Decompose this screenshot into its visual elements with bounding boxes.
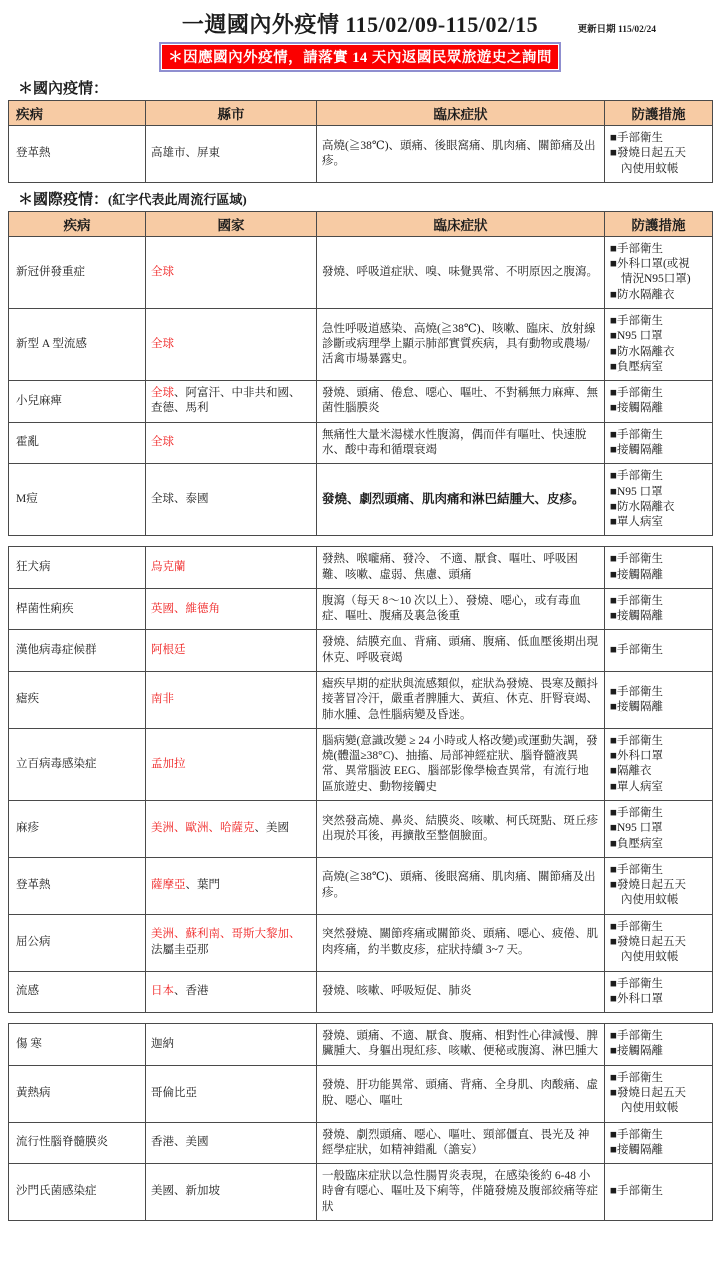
table-row bbox=[9, 857, 713, 914]
measure-item: ■防水隔離衣 bbox=[610, 345, 675, 358]
measure-item: ■手部衛生 bbox=[610, 734, 663, 747]
disease-cell: M痘 bbox=[9, 464, 146, 536]
region-text: 全球、泰國 bbox=[151, 493, 209, 506]
measure-item: ■手部衛生 bbox=[610, 977, 663, 990]
domestic-epidemic-table bbox=[8, 100, 713, 183]
symptoms-cell: 急性呼吸道感染、高燒(≧38℃)、咳嗽、臨床、放射線診斷或病理學上顯示肺部實質疾病，具有動物或農場/活禽市場暴露史。 bbox=[317, 308, 605, 380]
disease-cell: 霍亂 bbox=[9, 422, 146, 464]
region-cell bbox=[146, 672, 317, 729]
region-cell bbox=[146, 1122, 317, 1164]
measure-item: ■手部衛生 bbox=[610, 242, 663, 255]
measure-item: ■負壓病室 bbox=[610, 360, 663, 373]
symptoms-cell: 發燒、肝功能異常、頭痛、背痛、全身肌、肉酸痛、虛脫、噁心、嘔吐 bbox=[317, 1065, 605, 1122]
region-cell bbox=[146, 1164, 317, 1221]
disease-cell: 登革熱 bbox=[9, 126, 146, 183]
measures-cell bbox=[605, 464, 713, 536]
symptoms-cell: 發燒、咳嗽、呼吸短促、肺炎 bbox=[317, 971, 605, 1013]
column-header-measures: 防護措施 bbox=[605, 211, 713, 236]
measure-item: ■手部衛生 bbox=[610, 428, 663, 441]
table-row bbox=[9, 381, 713, 423]
measures-cell bbox=[605, 236, 713, 308]
region-text: 香港、美國 bbox=[151, 1136, 209, 1149]
table-row bbox=[9, 801, 713, 858]
measure-item: ■單人病室 bbox=[610, 516, 663, 529]
symptoms-cell: 發燒、劇烈頭痛、肌肉痛和淋巴結腫大、皮疹。 bbox=[317, 464, 605, 536]
table-row bbox=[9, 1122, 713, 1164]
region-text: 、香港 bbox=[174, 985, 209, 998]
report-header bbox=[0, 0, 720, 39]
measure-item: ■接觸隔離 bbox=[610, 700, 663, 713]
measure-item: ■接觸隔離 bbox=[610, 568, 663, 581]
region-cell bbox=[146, 630, 317, 672]
region-text: 、美國 bbox=[254, 822, 289, 835]
table-row bbox=[9, 126, 713, 183]
disease-cell: 傷 寒 bbox=[9, 1024, 146, 1066]
region-cell bbox=[146, 464, 317, 536]
table-row bbox=[9, 547, 713, 589]
region-text-epidemic: 烏克蘭 bbox=[151, 560, 186, 573]
region-text-epidemic: 美洲、蘇利南、哥斯大黎加、 bbox=[151, 928, 301, 941]
international-section-title bbox=[18, 188, 720, 209]
disease-cell: 流感 bbox=[9, 971, 146, 1013]
measure-item: ■外科口罩 bbox=[610, 992, 663, 1005]
region-text: 美國、新加坡 bbox=[151, 1185, 220, 1198]
measures-cell bbox=[605, 1024, 713, 1066]
table-row bbox=[9, 728, 713, 800]
symptoms-cell: 腹瀉（每天 8～10 次以上）、發燒、噁心，或有毒血症、嘔吐、腹痛及裏急後重 bbox=[317, 588, 605, 630]
measure-item: ■N95 口罩 bbox=[610, 822, 663, 835]
measure-item: ■手部衛生 bbox=[610, 644, 663, 657]
measure-item: ■手部衛生 bbox=[610, 685, 663, 698]
region-cell bbox=[146, 422, 317, 464]
region-text-epidemic: 日本 bbox=[151, 985, 174, 998]
symptoms-cell: 高燒(≧38℃)、頭痛、後眼窩痛、肌肉痛、關節痛及出疹。 bbox=[317, 857, 605, 914]
domestic-section-title: ＊國內疫情： bbox=[18, 81, 109, 97]
region-cell bbox=[146, 547, 317, 589]
measure-item: ■發燒日起五天 bbox=[610, 1086, 686, 1099]
measure-item: ■接觸隔離 bbox=[610, 443, 663, 456]
measure-item: ■外科口罩(或視 bbox=[610, 258, 690, 271]
international-epidemic-table-1 bbox=[8, 211, 713, 537]
region-cell bbox=[146, 588, 317, 630]
measure-item: ■手部衛生 bbox=[610, 807, 663, 819]
measure-item: ■N95 口罩 bbox=[610, 485, 663, 498]
symptoms-cell: 發燒、呼吸道症狀、嗅、味覺異常、不明原因之腹瀉。 bbox=[317, 236, 605, 308]
table-row bbox=[9, 464, 713, 536]
disease-cell: 沙門氏菌感染症 bbox=[9, 1164, 146, 1221]
region-cell bbox=[146, 1024, 317, 1066]
region-cell bbox=[146, 728, 317, 800]
disease-cell: 登革熱 bbox=[9, 857, 146, 914]
symptoms-cell: 發熱、喉嚨痛、發冷、 不適、厭食、嘔吐、呼吸困難、咳嗽、虛弱、焦慮、頭痛 bbox=[317, 547, 605, 589]
measure-item: ■接觸隔離 bbox=[610, 402, 663, 415]
region-text-epidemic: 阿根廷 bbox=[151, 644, 186, 657]
symptoms-cell: 突然發高燒、鼻炎、結膜炎、咳嗽、柯氏斑點、斑丘疹出現於耳後，再擴散至整個臉面。 bbox=[317, 801, 605, 858]
region-text: 哥倫比亞 bbox=[151, 1086, 197, 1099]
measure-item: 內使用蚊帳 bbox=[621, 1102, 679, 1115]
column-header-symptoms: 臨床症狀 bbox=[317, 211, 605, 236]
region-cell bbox=[146, 914, 317, 971]
measure-item: ■N95 口罩 bbox=[610, 330, 663, 343]
region-text-epidemic: 孟加拉 bbox=[151, 757, 186, 770]
symptoms-cell: 無痛性大量米湯樣水性腹瀉，偶而伴有嘔吐、快速脫水、酸中毒和循環衰竭 bbox=[317, 422, 605, 464]
symptoms-cell: 發燒、結膜充血、背痛、頭痛、腹痛、低血壓後期出現休克、呼吸衰竭 bbox=[317, 630, 605, 672]
measures-cell bbox=[605, 672, 713, 729]
update-date: 更新日期 115/02/24 bbox=[577, 25, 656, 35]
table-row bbox=[9, 1024, 713, 1066]
region-text: 法屬圭亞那 bbox=[151, 943, 209, 956]
table-row bbox=[9, 672, 713, 729]
measure-item: ■手部衛生 bbox=[610, 1185, 663, 1198]
measure-item: ■接觸隔離 bbox=[610, 1143, 663, 1156]
region-text: 、阿富汗、中非共和國、查德、馬利 bbox=[151, 387, 301, 415]
measures-cell bbox=[605, 381, 713, 423]
column-header-disease: 疾病 bbox=[9, 211, 146, 236]
international-epidemic-table-3 bbox=[8, 1023, 713, 1221]
measure-item: ■手部衛生 bbox=[610, 470, 663, 483]
symptoms-cell: 瘧疾早期的症狀與流感類似，症狀為發燒、畏寒及顫抖接著冒冷汗，嚴重者脾腫大、黃疸、休克、肝腎衰竭、肺水腫、急性腦病變及昏迷。 bbox=[317, 672, 605, 729]
region-text: 迦納 bbox=[151, 1037, 174, 1050]
region-text: 高雄市、屏東 bbox=[151, 147, 220, 160]
international-section-label: ＊國際疫情： bbox=[18, 191, 109, 208]
measure-item: 內使用蚊帳 bbox=[621, 951, 679, 964]
measure-item: ■手部衛生 bbox=[610, 920, 663, 933]
measure-item: ■手部衛生 bbox=[610, 863, 663, 876]
measures-cell bbox=[605, 630, 713, 672]
symptoms-cell: 發燒、頭痛、倦怠、噁心、嘔吐、不對稱無力麻痺、無菌性腦膜炎 bbox=[317, 381, 605, 423]
region-text-epidemic: 南非 bbox=[151, 693, 174, 706]
measures-cell bbox=[605, 308, 713, 380]
measure-item: ■負壓病室 bbox=[610, 837, 663, 850]
measures-cell bbox=[605, 914, 713, 971]
region-cell bbox=[146, 236, 317, 308]
measure-item: ■手部衛生 bbox=[610, 553, 663, 566]
measures-cell bbox=[605, 126, 713, 183]
table-header-row bbox=[9, 101, 713, 126]
column-header-symptoms: 臨床症狀 bbox=[317, 101, 605, 126]
measure-item: ■隔離衣 bbox=[610, 765, 652, 778]
measure-item: ■發燒日起五天 bbox=[610, 879, 686, 892]
region-text: 、葉門 bbox=[185, 879, 220, 892]
disease-cell: 立百病毒感染症 bbox=[9, 728, 146, 800]
region-cell bbox=[146, 857, 317, 914]
measure-item: ■發燒日起五天 bbox=[610, 147, 686, 160]
table-row bbox=[9, 588, 713, 630]
disease-cell: 新冠併發重症 bbox=[9, 236, 146, 308]
measure-item: 內使用蚊帳 bbox=[621, 894, 679, 907]
table-row bbox=[9, 630, 713, 672]
column-header-measures: 防護措施 bbox=[605, 101, 713, 126]
table-header-row bbox=[9, 211, 713, 236]
disease-cell: 流行性腦脊髓膜炎 bbox=[9, 1122, 146, 1164]
disease-cell: 漢他病毒症候群 bbox=[9, 630, 146, 672]
disease-cell: 麻疹 bbox=[9, 801, 146, 858]
symptoms-cell: 突然發燒、關節疼痛或關節炎、頭痛、噁心、疲倦、肌肉疼痛，約半數皮疹，症狀持續 3~7 天。 bbox=[317, 914, 605, 971]
column-header-country: 國家 bbox=[146, 211, 317, 236]
disease-cell: 瘧疾 bbox=[9, 672, 146, 729]
column-header-disease: 疾病 bbox=[9, 101, 146, 126]
table-row bbox=[9, 1164, 713, 1221]
disease-cell: 屈公病 bbox=[9, 914, 146, 971]
measures-cell bbox=[605, 728, 713, 800]
disease-cell: 小兒麻痺 bbox=[9, 381, 146, 423]
region-cell bbox=[146, 801, 317, 858]
region-text-epidemic: 英國、維德角 bbox=[151, 602, 220, 615]
symptoms-cell: 腦病變(意識改變 ≥ 24 小時或人格改變)或運動失調，發燒(體溫≥38°C)、抽搐、局部神經症狀、腦脊髓液異常、異常腦波 EEG、腦部影像學檢查異常，有流行地區旅遊史、動物接觸史 bbox=[317, 728, 605, 800]
symptoms-cell: 發燒、劇烈頭痛、噁心、嘔吐、頸部僵直、畏光及 神經學症狀，如精神錯亂（譫妄） bbox=[317, 1122, 605, 1164]
measure-item: ■接觸隔離 bbox=[610, 610, 663, 623]
measures-cell bbox=[605, 801, 713, 858]
symptoms-cell: 發燒、頭痛、不適、厭食、腹痛、相對性心律減慢、脾臟腫大、身軀出現紅疹、咳嗽、便秘或腹瀉、淋巴腫大 bbox=[317, 1024, 605, 1066]
notice-banner-text: ＊因應國內外疫情，請落實 14 天內返國民眾旅遊史之詢問 bbox=[162, 45, 558, 69]
measure-item: 情況N95口罩) bbox=[621, 273, 691, 286]
region-text-epidemic: 全球 bbox=[151, 436, 174, 449]
measures-cell bbox=[605, 1164, 713, 1221]
region-text-epidemic: 薩摩亞 bbox=[151, 879, 186, 892]
region-text-epidemic: 全球 bbox=[151, 387, 174, 400]
measures-cell bbox=[605, 857, 713, 914]
symptoms-cell: 高燒(≧38℃)、頭痛、後眼窩痛、肌肉痛、關節痛及出疹。 bbox=[317, 126, 605, 183]
table-row bbox=[9, 1065, 713, 1122]
region-text-epidemic: 美洲、歐洲、哈薩克 bbox=[151, 822, 255, 835]
measure-item: ■外科口罩 bbox=[610, 750, 663, 763]
measure-item: ■手部衛生 bbox=[610, 1071, 663, 1084]
measure-item: ■單人病室 bbox=[610, 780, 663, 793]
region-cell bbox=[146, 381, 317, 423]
measure-item: 內使用蚊帳 bbox=[621, 162, 679, 175]
measures-cell bbox=[605, 422, 713, 464]
region-cell bbox=[146, 971, 317, 1013]
red-text-legend-note: (紅字代表此周流行區域) bbox=[108, 191, 247, 207]
table-row bbox=[9, 236, 713, 308]
disease-cell: 狂犬病 bbox=[9, 547, 146, 589]
region-cell bbox=[146, 126, 317, 183]
measure-item: ■手部衛生 bbox=[610, 132, 663, 144]
measure-item: ■防水隔離衣 bbox=[610, 500, 675, 513]
measure-item: ■防水隔離衣 bbox=[610, 288, 675, 301]
notice-banner-row bbox=[0, 42, 720, 72]
measures-cell bbox=[605, 1122, 713, 1164]
international-epidemic-table-2 bbox=[8, 546, 713, 1013]
measures-cell bbox=[605, 547, 713, 589]
measure-item: ■接觸隔離 bbox=[610, 1045, 663, 1058]
notice-banner bbox=[159, 42, 561, 72]
table-row bbox=[9, 914, 713, 971]
measures-cell bbox=[605, 1065, 713, 1122]
region-cell bbox=[146, 308, 317, 380]
measure-item: ■手部衛生 bbox=[610, 1128, 663, 1141]
table-row bbox=[9, 971, 713, 1013]
region-text-epidemic: 全球 bbox=[151, 337, 174, 350]
region-text-epidemic: 全球 bbox=[151, 265, 174, 278]
page-title: 一週國內外疫情 115/02/09-115/02/15 bbox=[181, 12, 539, 37]
measure-item: ■手部衛生 bbox=[610, 387, 663, 400]
measure-item: ■手部衛生 bbox=[610, 1030, 663, 1043]
region-cell bbox=[146, 1065, 317, 1122]
measure-item: ■發燒日起五天 bbox=[610, 935, 686, 948]
column-header-county: 縣市 bbox=[146, 101, 317, 126]
table-row bbox=[9, 422, 713, 464]
disease-cell: 黃熱病 bbox=[9, 1065, 146, 1122]
measures-cell bbox=[605, 971, 713, 1013]
table-row bbox=[9, 308, 713, 380]
measure-item: ■手部衛生 bbox=[610, 594, 663, 607]
disease-cell: 新型 A 型流感 bbox=[9, 308, 146, 380]
symptoms-cell: 一般臨床症狀以急性腸胃炎表現，在感染後約 6-48 小時會有噁心、嘔吐及下痢等，伴隨發燒及腹部絞痛等症狀 bbox=[317, 1164, 605, 1221]
disease-cell: 桿菌性痢疾 bbox=[9, 588, 146, 630]
measures-cell bbox=[605, 588, 713, 630]
measure-item: ■手部衛生 bbox=[610, 314, 663, 327]
